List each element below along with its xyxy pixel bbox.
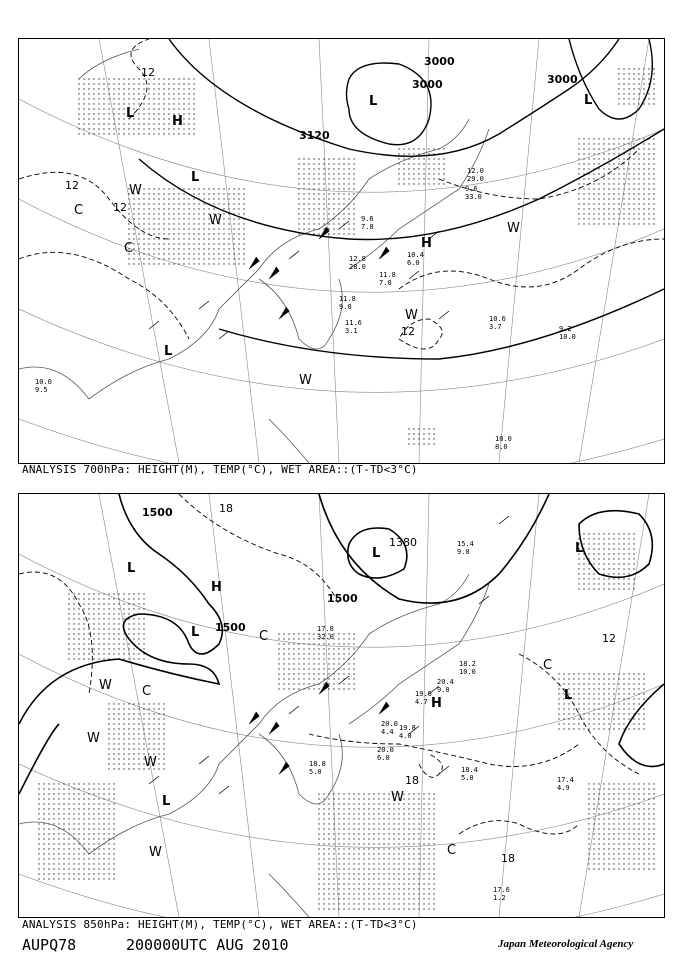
low-center: L — [126, 106, 135, 121]
cold-center: C — [259, 629, 269, 644]
station-value: 11.6 3.1 — [345, 319, 362, 335]
station-value: 17.4 4.9 — [557, 776, 574, 792]
station-value: 19.8 4.0 — [399, 724, 416, 740]
agency-name: Japan Meteorological Agency — [498, 938, 634, 950]
low-center: L — [584, 93, 593, 108]
station-value: 10.0 9.5 — [35, 378, 52, 394]
low-center: L — [372, 546, 381, 561]
weather-chart-700hpa — [19, 39, 664, 463]
low-center: L — [127, 561, 136, 576]
warm-center: W — [129, 183, 142, 198]
warm-center: W — [144, 755, 157, 770]
contour-label: 12 — [113, 201, 127, 214]
station-value: 10.6 3.7 — [489, 315, 506, 331]
low-center: L — [191, 170, 200, 185]
warm-center: W — [405, 308, 418, 323]
wet-area-stipple — [38, 533, 654, 909]
station-value: 9.6 7.8 — [361, 215, 374, 231]
station-value: 12.0 29.0 — [467, 167, 484, 183]
station-value: 17.8 32.0 — [317, 625, 334, 641]
high-center: H — [172, 114, 183, 129]
low-center: L — [369, 94, 378, 109]
map-panel-850hpa — [18, 493, 665, 918]
cold-center: C — [447, 843, 457, 858]
station-value: 10.0 8.0 — [495, 435, 512, 451]
warm-center: W — [507, 221, 520, 236]
map-panel-700hpa — [18, 38, 665, 464]
low-center: L — [191, 625, 200, 640]
chart-code: AUPQ78 — [22, 936, 77, 954]
panel-caption-850hpa: ANALYSIS 850hPa: HEIGHT(M), TEMP(°C), WET AREA::(T-TD<3°C) — [22, 918, 418, 931]
station-value: 9.2 10.0 — [559, 325, 576, 341]
cold-center: C — [543, 658, 553, 673]
cold-center: C — [124, 241, 134, 256]
warm-center: W — [87, 731, 100, 746]
warm-center: W — [391, 790, 404, 805]
high-center: H — [421, 236, 432, 251]
height-contours — [139, 39, 664, 359]
latlon-grid — [19, 39, 664, 463]
low-center: L — [564, 688, 573, 703]
cold-center: C — [142, 684, 152, 699]
contour-label: 1500 — [142, 506, 173, 519]
high-center: H — [431, 696, 442, 711]
contour-label: 3000 — [547, 73, 578, 86]
warm-center: W — [209, 213, 222, 228]
contour-label: 18 — [405, 774, 419, 787]
cold-center: C — [74, 203, 84, 218]
station-value: 9.6 33.0 — [465, 185, 482, 201]
station-value: 15.4 9.0 — [457, 540, 474, 556]
station-value: 19.6 4.7 — [415, 690, 432, 706]
station-value: 20.4 9.0 — [437, 678, 454, 694]
contour-label: 12 — [65, 179, 79, 192]
contour-label: 1500 — [327, 592, 358, 605]
station-value: 11.8 9.0 — [339, 295, 356, 311]
contour-label: 1500 — [215, 621, 246, 634]
contour-label: 12 — [401, 325, 415, 338]
low-center: L — [162, 794, 171, 809]
contour-label: 3000 — [412, 78, 443, 91]
contour-label: 1380 — [389, 536, 417, 549]
station-value: 17.6 1.2 — [493, 886, 510, 902]
station-value: 20.0 4.4 — [381, 720, 398, 736]
station-value: 10.4 6.0 — [407, 251, 424, 267]
latlon-grid — [19, 494, 664, 917]
station-value: 12.8 28.0 — [349, 255, 366, 271]
contour-label: 3120 — [299, 129, 330, 142]
height-contours — [19, 494, 664, 794]
station-value: 20.0 6.0 — [377, 746, 394, 762]
station-value: 18.8 5.0 — [309, 760, 326, 776]
contour-label: 18 — [501, 852, 515, 865]
contour-label: 12 — [141, 66, 155, 79]
contour-label: 3000 — [424, 55, 455, 68]
high-center: H — [211, 580, 222, 595]
low-center: L — [575, 541, 584, 556]
wind-barbs — [149, 516, 509, 794]
contour-label: 12 — [602, 632, 616, 645]
station-value: 18.2 10.0 — [459, 660, 476, 676]
low-center: L — [164, 344, 173, 359]
warm-center: W — [299, 373, 312, 388]
warm-center: W — [149, 845, 162, 860]
station-value: 11.8 7.0 — [379, 271, 396, 287]
contour-label: 18 — [219, 502, 233, 515]
valid-time: 200000UTC AUG 2010 — [126, 936, 289, 954]
panel-caption-700hpa: ANALYSIS 700hPa: HEIGHT(M), TEMP(°C), WET AREA::(T-TD<3°C) — [22, 463, 418, 476]
warm-center: W — [99, 678, 112, 693]
station-value: 18.4 5.0 — [461, 766, 478, 782]
weather-chart-850hpa — [19, 494, 664, 917]
